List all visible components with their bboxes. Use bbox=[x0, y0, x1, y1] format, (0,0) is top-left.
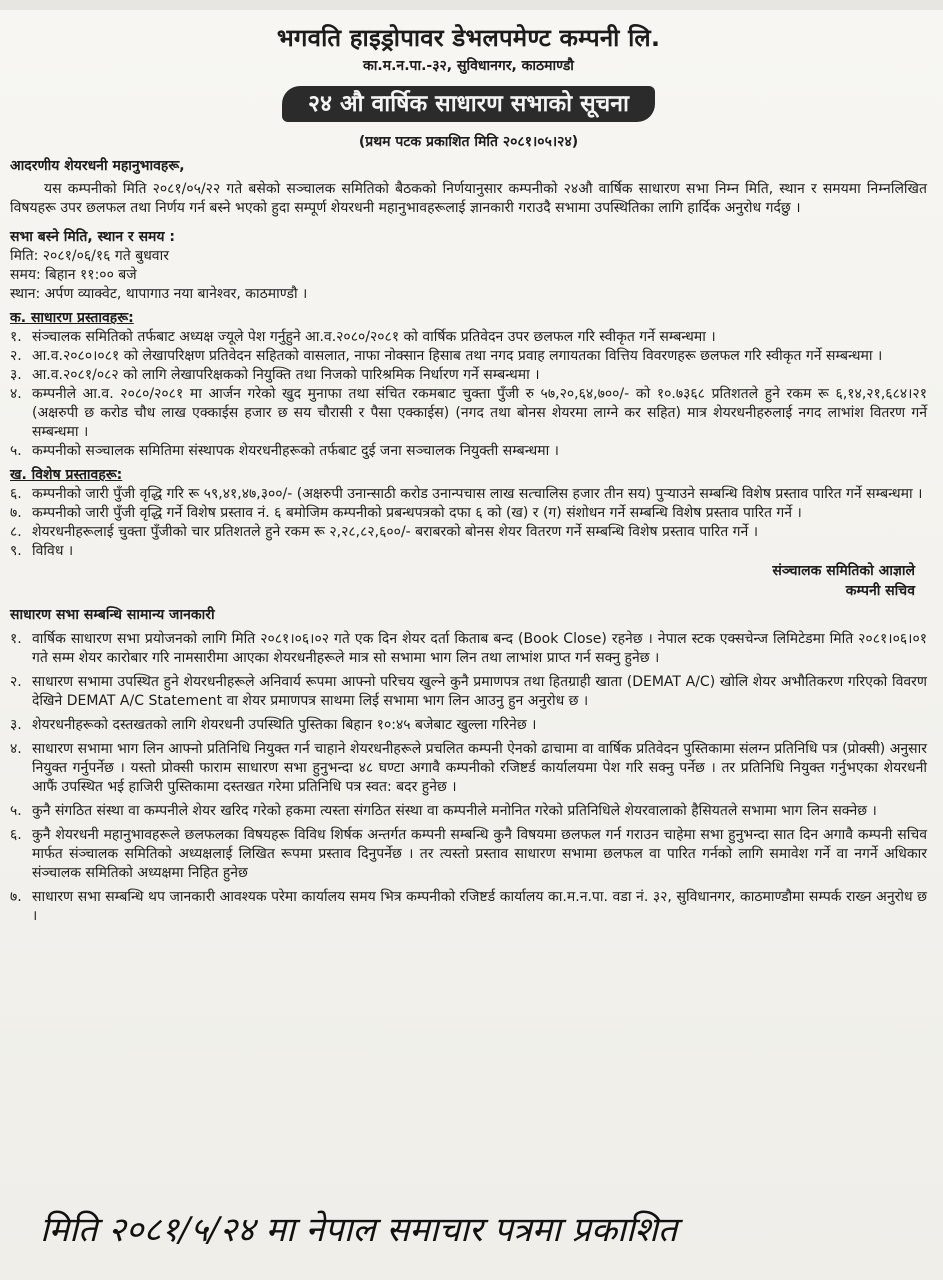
publication-date: (प्रथम पटक प्रकाशित मिति २०८१।०५।२४) bbox=[358, 134, 579, 150]
list-item bbox=[10, 630, 927, 668]
handwritten-note: मिति २०८१/५/२४ मा नेपाल समाचार पत्रमा प्रकाशित bbox=[40, 1210, 678, 1250]
item-text: साधारण सभामा उपस्थित हुने शेयरधनीहरूले अनिवार्य रूपमा आफ्नो परिचय खुल्ने कुनै प्रमाणपत्र तथा हितग्राही खाता (DEMAT A/C) खोलि शेयर अभौतिकरण गरिएको विवरण देखिने DEMAT A/C Statement वा शेयर प्रमाणपत्र साथमा लिई सभामा भाग लिन आउनु हुन अनुरोध छ । bbox=[32, 674, 927, 709]
general-proposals-heading: क. साधारण प्रस्तावहरू: bbox=[10, 310, 134, 326]
list-item bbox=[10, 328, 927, 347]
item-number: १. bbox=[10, 329, 22, 345]
salutation: आदरणीय शेयरधनी महानुभावहरू, bbox=[10, 158, 185, 174]
item-number: ५. bbox=[10, 443, 22, 459]
item-text: शेयरधनीहरूलाई चुक्ता पुँजीको चार प्रतिशतले हुने रकम रू २,२८,८२,६००/- बराबरको बोनस शेयर वितरण गर्ने सम्बन्धि विशेष प्रस्ताव पारित गर्ने । bbox=[32, 524, 759, 540]
item-number: ५. bbox=[10, 803, 22, 819]
list-item bbox=[10, 366, 927, 385]
meeting-date: मिति: २०८१/०६/१६ गते बुधवार bbox=[10, 248, 169, 264]
meeting-time: समय: बिहान ११:०० बजे bbox=[10, 267, 137, 283]
item-number: ४. bbox=[10, 741, 22, 757]
item-text: कुनै शेयरधनी महानुभावहरूले छलफलका विषयहरू विविध शिर्षक अन्तर्गत कम्पनी सम्बन्धि कुनै विषयमा छलफल गर्न गराउन चाहेमा सभा हुनुभन्दा सात दिन अगावै कम्पनी सचिव मार्फत संञ्चालक समितिको अध्यक्षलाई लिखित रूपमा प्रस्ताव दिनुपर्नेछ । तर त्यस्तो प्रस्ताव साधारण सभामा छलफल वा पारित गर्नको लागि समावेश गर्ने वा नगर्ने अधिकार संञ्चालक समितिको अध्यक्षमा निहित हुनेछ bbox=[32, 827, 927, 881]
list-item bbox=[10, 442, 927, 461]
item-text: कम्पनीको जारी पुँजी वृद्धि गर्ने विशेष प्रस्ताव नं. ६ बमोजिम कम्पनीको प्रबन्धपत्रको दफा ६ को (ख) र (ग) संशोधन गर्ने सम्बन्धि विशेष प्रस्ताव पारित गर्ने । bbox=[32, 505, 802, 521]
list-item bbox=[10, 673, 927, 711]
item-text: कम्पनीको जारी पुँजी वृद्धि गरि रू ५९,४१,४७,३००/- (अक्षरुपी उनान्साठी करोड उनान्पचास लाख सत्चालिस हजार तीन सय) पुऱ्याउने सम्बन्धि विशेष प्रस्ताव पारित गर्ने सम्बन्धमा । bbox=[32, 486, 923, 502]
notice-title: २४ औ वार्षिक साधारण सभाको सूचना bbox=[282, 86, 655, 122]
item-text: कम्पनीको सञ्चालक समितिमा संस्थापक शेयरधनीहरूको तर्फबाट दुई जना सञ्चालक नियुक्ती सम्बन्धमा । bbox=[32, 443, 559, 459]
item-text: आ.व.२०८१/०८२ को लागि लेखापरिक्षकको नियुक्ति तथा निजको पारिश्रमिक निर्धारण गर्ने सम्बन्धमा । bbox=[32, 367, 540, 383]
item-number: ९. bbox=[10, 543, 22, 559]
item-number: ८. bbox=[10, 524, 22, 540]
meeting-place: स्थान: अर्पण व्याक्वेट, थापागाउ नया बानेश्वर, काठमाण्डौ । bbox=[10, 286, 308, 302]
item-number: ३. bbox=[10, 367, 22, 383]
item-number: ३. bbox=[10, 717, 22, 733]
intro-paragraph: यस कम्पनीको मिति २०८१/०५/२२ गते बसेको सञ्चालक समितिको बैठकको निर्णयानुसार कम्पनीको २४औ वार्षिक साधारण सभा निम्न मिति, स्थान र समयमा निम्नलिखित विषयहरू उपर छलफल तथा निर्णय गर्न बस्ने भएको हुदा सम्पूर्ण शेयरधनी महानुभावहरूलाई ज्ञानकारी गराउदै सभामा उपस्थितिका लागि हार्दिक अनुरोध गर्दछु । bbox=[10, 181, 927, 216]
company-name: भगवति हाइड्रोपावर डेभलपमेण्ट कम्पनी लि. bbox=[276, 24, 661, 52]
list-item bbox=[10, 542, 927, 561]
notice-header bbox=[10, 22, 927, 122]
item-number: ७. bbox=[10, 505, 22, 521]
special-proposals-list bbox=[10, 485, 927, 561]
item-text: वार्षिक साधारण सभा प्रयोजनको लागि मिति २०८१।०६।०२ गते एक दिन शेयर दर्ता किताब बन्द (Book Close) रहनेछ । नेपाल स्टक एक्सचेन्ज लिमिटेडमा मिति २०८१।०६।०१ गते सम्म शेयर कारोबार गरि नामसारीमा आएका शेयरधनीहरूले मात्र सो सभामा भाग लिन तथा लाभांश प्राप्त गर्न सक्नु हुनेछ । bbox=[32, 631, 927, 666]
item-number: ४. bbox=[10, 386, 22, 402]
item-text: कम्पनीले आ.व. २०८०/२०८१ मा आर्जन गरेको खुद मुनाफा तथा संचित रकमबाट चुक्ता पुँजी रु ५७,२०,६४,७००/- को १०.७३६८ प्रतिशतले हुने रकम रू ६,१४,२१,६८४।२१ (अक्षरुपी छ करोड चौध लाख एक्काईस हजार छ सय चौरासी र पैसा एक्काईस) (नगद तथा बोनस शेयरमा लाग्ने कर सहित) मात्र शेयरधनीहरुलाई नगद लाभांश वितरण गर्ने सम्बन्धमा । bbox=[32, 386, 927, 440]
list-item bbox=[10, 523, 927, 542]
general-info-list bbox=[10, 630, 927, 926]
item-text: आ.व.२०८०।०८१ को लेखापरिक्षण प्रतिवेदन सहितको वासलात, नाफा नोक्सान हिसाब तथा नगद प्रवाह लगायतका वित्तिय विवरणहरू छलफल गरि स्वीकृत गर्ने सम्बन्धमा । bbox=[32, 348, 883, 364]
item-number: ७. bbox=[10, 889, 22, 905]
special-proposals-heading: ख. विशेष प्रस्तावहरू: bbox=[10, 467, 123, 483]
list-item bbox=[10, 826, 927, 883]
item-number: ६. bbox=[10, 827, 22, 843]
item-text: संञ्चालक समितिको तर्फबाट अध्यक्ष ज्यूले पेश गर्नुहुने आ.व.२०८०/२०८१ को वार्षिक प्रतिवेदन उपर छलफल गरि स्वीकृत गर्ने सम्बन्धमा । bbox=[32, 329, 716, 345]
item-text: विविध । bbox=[32, 543, 74, 559]
top-edge bbox=[0, 0, 943, 10]
item-number: २. bbox=[10, 674, 22, 690]
list-item bbox=[10, 385, 927, 442]
item-text: शेयरधनीहरूको दस्तखतको लागि शेयरधनी उपस्थिति पुस्तिका बिहान १०:४५ बजेबाट खुल्ला गरिनेछ । bbox=[32, 717, 537, 733]
item-number: ६. bbox=[10, 486, 22, 502]
general-info-heading: साधारण सभा सम्बन्धि सामान्य जानकारी bbox=[10, 607, 215, 623]
general-proposals-list bbox=[10, 328, 927, 461]
signature-authority: संञ्चालक समितिको आज्ञाले bbox=[772, 563, 915, 579]
item-number: २. bbox=[10, 348, 22, 364]
item-text: साधारण सभामा भाग लिन आफ्नो प्रतिनिधि नियुक्त गर्न चाहाने शेयरधनीहरूले प्रचलित कम्पनी ऐनको ढाचामा वा वार्षिक प्रतिवेदन पुस्तिकामा संलग्न प्रतिनिधि पत्र (प्रोक्सी) अनुसार नियुक्त गर्नुपर्नेछ । यस्तो प्रोक्सी फाराम साधारण सभा हुनुभन्दा ४८ घण्टा अगावै कम्पनीको रजिष्टर्ड कार्यालयमा पेश गरि सक्नु पर्नेछ । तर प्रतिनिधि नियुक्त गर्नुभएका शेयरधनी आफैं उपस्थित भई हाजिरी पुस्तिकामा दस्तखत गरेमा प्रतिनिधि पत्र स्वत: बदर हुनेछ । bbox=[32, 741, 927, 795]
list-item bbox=[10, 347, 927, 366]
list-item bbox=[10, 716, 927, 735]
item-text: साधारण सभा सम्बन्धि थप जानकारी आवश्यक परेमा कार्यालय समय भित्र कम्पनीको रजिष्टर्ड कार्यालय का.म.न.पा. वडा नं. ३२, सुविधानगर, काठमाण्डौमा सम्पर्क राख्न अनुरोध छ । bbox=[32, 889, 927, 924]
list-item bbox=[10, 504, 927, 523]
item-text: कुनै संगठित संस्था वा कम्पनीले शेयर खरिद गरेको हकमा त्यस्ता संगठित संस्था वा कम्पनीले मनोनित गरेको प्रतिनिधिले शेयरवालाको हैसियतले सभामा भाग लिन सक्नेछ । bbox=[32, 803, 877, 819]
company-address: का.म.न.पा.-३२, सुविधानगर, काठमाण्डौ bbox=[363, 58, 574, 74]
list-item bbox=[10, 485, 927, 504]
meeting-heading: सभा बस्ने मिति, स्थान र समय : bbox=[10, 229, 175, 245]
signature-secretary: कम्पनी सचिव bbox=[845, 583, 915, 599]
list-item bbox=[10, 740, 927, 797]
list-item bbox=[10, 802, 927, 821]
item-number: १. bbox=[10, 631, 22, 647]
list-item bbox=[10, 888, 927, 926]
